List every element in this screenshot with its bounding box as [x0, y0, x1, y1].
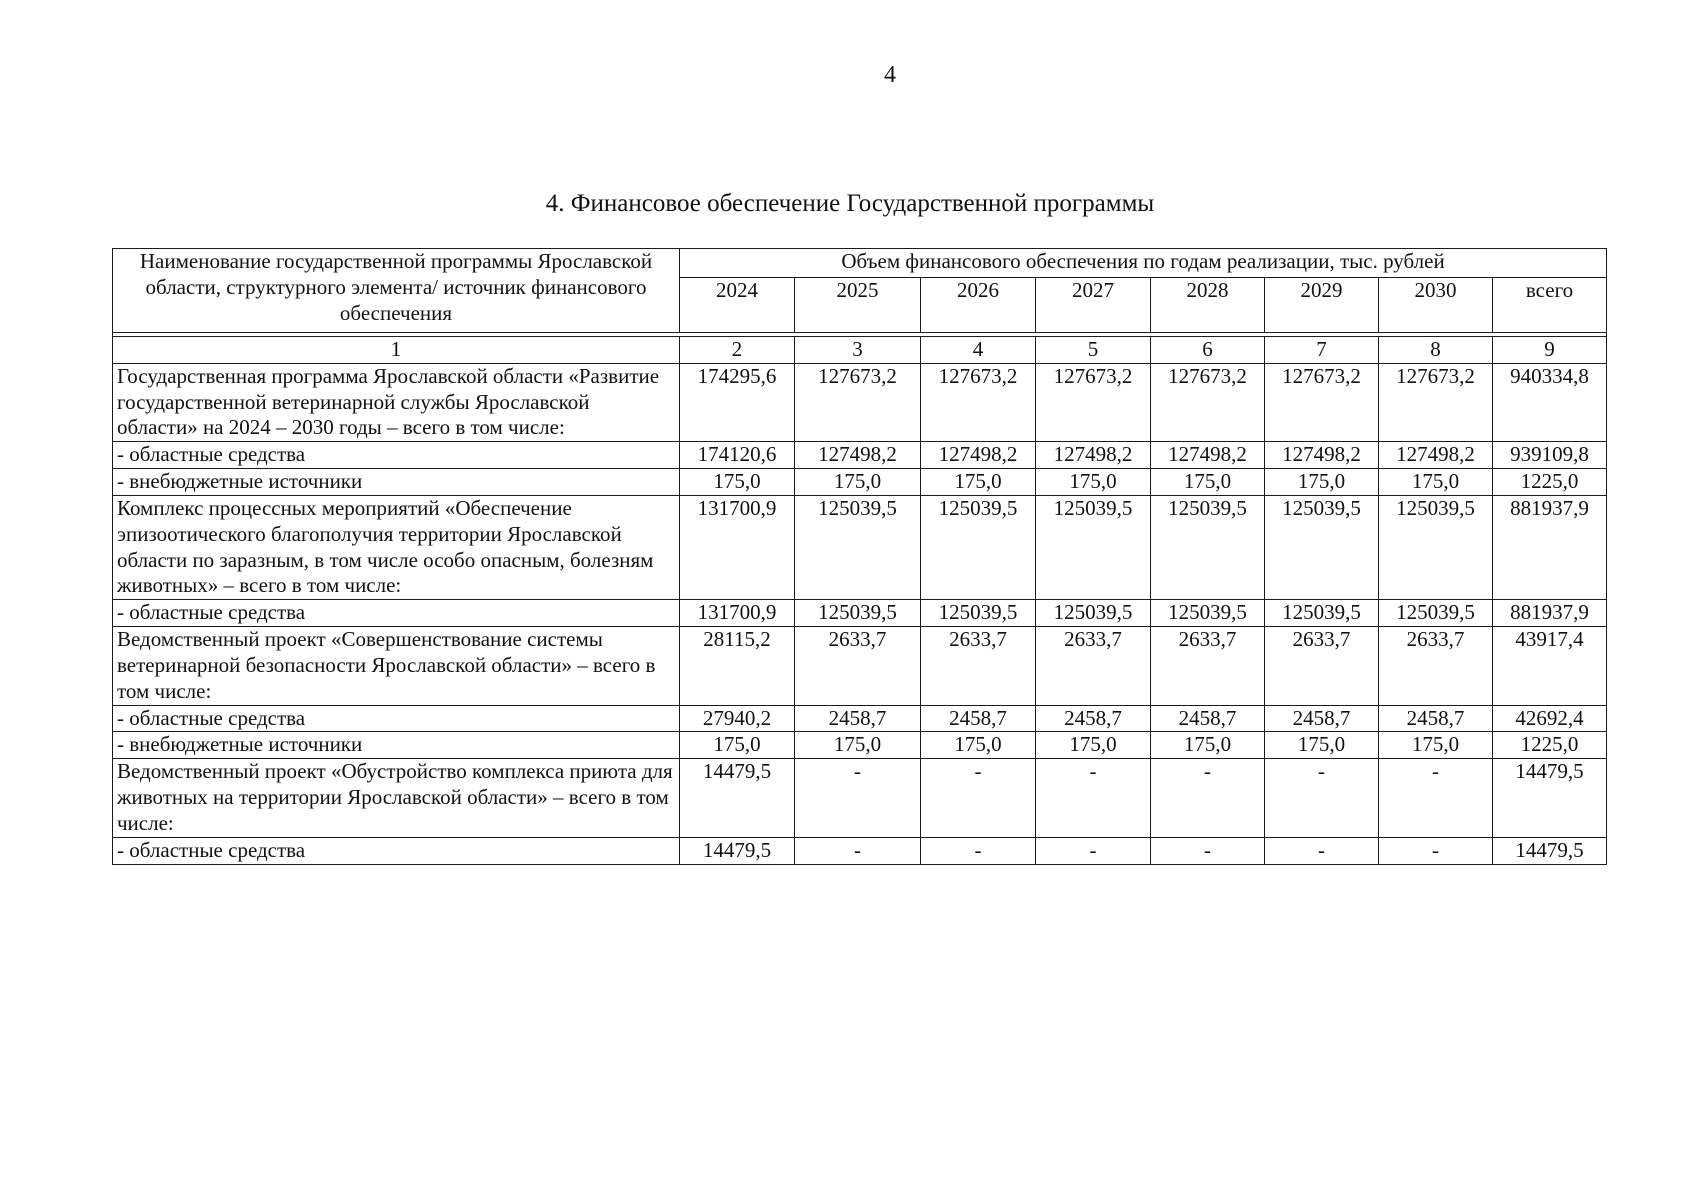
- header-year: 2026: [921, 278, 1036, 333]
- row-value: -: [1265, 759, 1379, 837]
- table-row: [113, 705, 1607, 732]
- row-value: 125039,5: [795, 495, 921, 599]
- row-value-total: 14479,5: [1493, 837, 1607, 864]
- row-value: -: [795, 837, 921, 864]
- row-value: 2633,7: [1036, 627, 1151, 705]
- row-value-total: 43917,4: [1493, 627, 1607, 705]
- row-name: - областные средства: [113, 600, 680, 627]
- table-body: [113, 363, 1607, 864]
- row-value: 175,0: [1151, 732, 1265, 759]
- row-value: 2458,7: [1265, 705, 1379, 732]
- row-value: -: [1151, 759, 1265, 837]
- row-value: 175,0: [921, 469, 1036, 496]
- row-value: 127673,2: [1379, 363, 1493, 441]
- header-year: 2025: [795, 278, 921, 333]
- row-value: 125039,5: [1151, 600, 1265, 627]
- row-value-total: 881937,9: [1493, 495, 1607, 599]
- row-value: 127673,2: [1036, 363, 1151, 441]
- row-value: 2633,7: [795, 627, 921, 705]
- column-number: 6: [1151, 337, 1265, 364]
- table-row: [113, 495, 1607, 599]
- row-value: 125039,5: [1151, 495, 1265, 599]
- section-title: 4. Финансовое обеспечение Государственной программы: [545, 190, 1155, 217]
- row-value: 127673,2: [1151, 363, 1265, 441]
- row-value: 125039,5: [1379, 600, 1493, 627]
- row-value: 174295,6: [680, 363, 795, 441]
- row-value: 127498,2: [795, 442, 921, 469]
- row-value: 125039,5: [921, 495, 1036, 599]
- row-name: - внебюджетные источники: [113, 732, 680, 759]
- table-row: [113, 442, 1607, 469]
- row-value: 131700,9: [680, 600, 795, 627]
- row-name: Комплекс процессных мероприятий «Обеспечение эпизоотического благополучия территории Ярославской области по заразным, в том числе особо опасным, болезням животных» – всего в том числе:: [113, 495, 680, 599]
- row-name: - внебюджетные источники: [113, 469, 680, 496]
- row-value: 14479,5: [680, 759, 795, 837]
- table-row: [113, 837, 1607, 864]
- row-value: 175,0: [680, 732, 795, 759]
- row-value: -: [795, 759, 921, 837]
- column-number: 2: [680, 337, 795, 364]
- row-value: 125039,5: [795, 600, 921, 627]
- header-year: 2028: [1151, 278, 1265, 333]
- row-value-total: 1225,0: [1493, 732, 1607, 759]
- header-year: 2027: [1036, 278, 1151, 333]
- header-year: 2030: [1379, 278, 1493, 333]
- column-number: 3: [795, 337, 921, 364]
- row-value-total: 1225,0: [1493, 469, 1607, 496]
- row-value: 174120,6: [680, 442, 795, 469]
- column-number: 7: [1265, 337, 1379, 364]
- column-number: 8: [1379, 337, 1493, 364]
- row-value: -: [1265, 837, 1379, 864]
- row-value: 27940,2: [680, 705, 795, 732]
- row-value: 2458,7: [1151, 705, 1265, 732]
- row-value-total: 14479,5: [1493, 759, 1607, 837]
- table-row: [113, 627, 1607, 705]
- row-value: 175,0: [1151, 469, 1265, 496]
- row-value: 127498,2: [921, 442, 1036, 469]
- header-year: 2029: [1265, 278, 1379, 333]
- column-number: 4: [921, 337, 1036, 364]
- row-value: 175,0: [680, 469, 795, 496]
- row-value: 2633,7: [921, 627, 1036, 705]
- row-value: 14479,5: [680, 837, 795, 864]
- row-value: 2633,7: [1151, 627, 1265, 705]
- column-number: 5: [1036, 337, 1151, 364]
- row-value-total: 939109,8: [1493, 442, 1607, 469]
- header-row-caption: [113, 249, 1607, 278]
- row-value: 131700,9: [680, 495, 795, 599]
- row-value: 127498,2: [1265, 442, 1379, 469]
- financing-table: [112, 248, 1607, 865]
- row-value: -: [921, 759, 1036, 837]
- row-value: 125039,5: [921, 600, 1036, 627]
- column-number: 9: [1493, 337, 1607, 364]
- row-value: 2458,7: [1379, 705, 1493, 732]
- row-name: Ведомственный проект «Обустройство комплекса приюта для животных на территории Ярославской области» – всего в том числе:: [113, 759, 680, 837]
- row-value: 175,0: [1379, 732, 1493, 759]
- row-value: 175,0: [1379, 469, 1493, 496]
- row-value: 127498,2: [1379, 442, 1493, 469]
- row-name: - областные средства: [113, 705, 680, 732]
- header-year-total: всего: [1493, 278, 1607, 333]
- row-value: 125039,5: [1036, 495, 1151, 599]
- row-value: -: [1151, 837, 1265, 864]
- row-value: 127673,2: [921, 363, 1036, 441]
- table-row: [113, 469, 1607, 496]
- row-value: 2458,7: [921, 705, 1036, 732]
- row-value: 127673,2: [1265, 363, 1379, 441]
- row-value: -: [1036, 837, 1151, 864]
- row-value: 175,0: [1036, 732, 1151, 759]
- row-name: - областные средства: [113, 442, 680, 469]
- row-name: - областные средства: [113, 837, 680, 864]
- header-volume-caption: Объем финансового обеспечения по годам реализации, тыс. рублей: [680, 249, 1607, 278]
- row-value: 2633,7: [1379, 627, 1493, 705]
- row-value: 125039,5: [1265, 600, 1379, 627]
- row-value: -: [1379, 759, 1493, 837]
- row-value: 175,0: [1265, 732, 1379, 759]
- row-value: 127498,2: [1151, 442, 1265, 469]
- row-value: 125039,5: [1036, 600, 1151, 627]
- page-number: 4: [884, 62, 896, 88]
- row-value: 175,0: [795, 469, 921, 496]
- table-row: [113, 600, 1607, 627]
- row-name: Ведомственный проект «Совершенствование системы ветеринарной безопасности Ярославской области» – всего в том числе:: [113, 627, 680, 705]
- row-value: 125039,5: [1379, 495, 1493, 599]
- table-row: [113, 732, 1607, 759]
- row-value: 175,0: [921, 732, 1036, 759]
- row-value: -: [1036, 759, 1151, 837]
- column-number: 1: [113, 337, 680, 364]
- row-value-total: 940334,8: [1493, 363, 1607, 441]
- row-value: 175,0: [1265, 469, 1379, 496]
- table-row: [113, 363, 1607, 441]
- row-value: 127673,2: [795, 363, 921, 441]
- column-numbers-row: [113, 337, 1607, 364]
- row-name: Государственная программа Ярославской области «Развитие государственной ветеринарной службы Ярославской области» на 2024 – 2030 годы – всего в том числе:: [113, 363, 680, 441]
- header-name-column: Наименование государственной программы Ярославской области, структурного элемента/ источник финансового обеспечения: [113, 249, 680, 333]
- row-value: 2458,7: [1036, 705, 1151, 732]
- row-value: 125039,5: [1265, 495, 1379, 599]
- row-value: 2633,7: [1265, 627, 1379, 705]
- row-value: -: [921, 837, 1036, 864]
- row-value: -: [1379, 837, 1493, 864]
- header-year: 2024: [680, 278, 795, 333]
- row-value-total: 42692,4: [1493, 705, 1607, 732]
- row-value: 28115,2: [680, 627, 795, 705]
- row-value: 175,0: [795, 732, 921, 759]
- row-value-total: 881937,9: [1493, 600, 1607, 627]
- row-value: 2458,7: [795, 705, 921, 732]
- table-row: [113, 759, 1607, 837]
- row-value: 175,0: [1036, 469, 1151, 496]
- row-value: 127498,2: [1036, 442, 1151, 469]
